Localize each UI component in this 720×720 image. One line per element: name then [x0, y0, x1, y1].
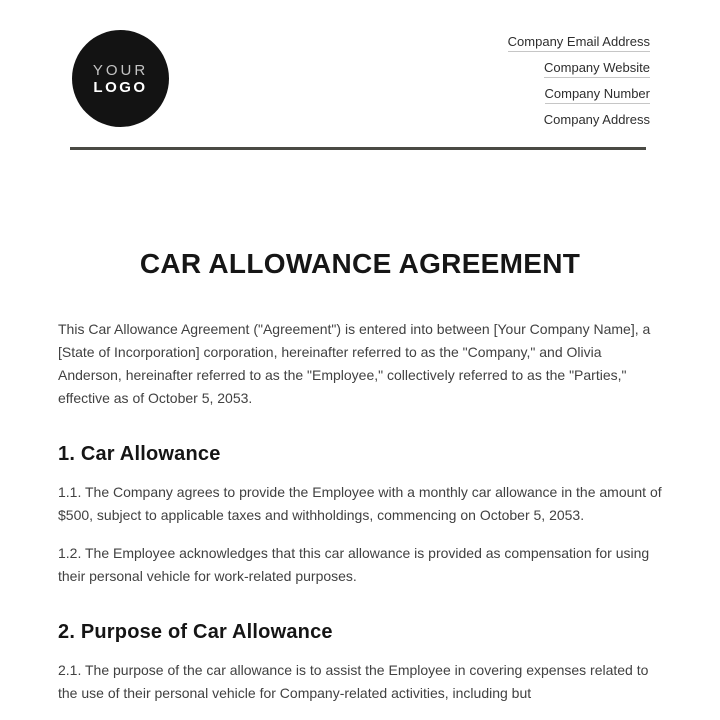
header-divider	[70, 147, 646, 150]
sections-container	[58, 441, 662, 705]
contact-row	[508, 59, 650, 78]
document-title: CAR ALLOWANCE AGREEMENT	[139, 248, 581, 279]
contact-line-label: Company Address	[543, 112, 650, 127]
contact-row	[508, 33, 650, 52]
contact-line-label: Company Website	[544, 60, 650, 78]
logo-text-logo: LOGO	[93, 78, 148, 96]
body-paragraph: 1.1. The Company agrees to provide the Employee with a monthly car allowance in the amount of $500, subject to applicable taxes and withholdings, commencing on October 5, 2053.	[58, 484, 662, 523]
section-heading: 2. Purpose of Car Allowance	[58, 621, 333, 643]
section-heading: 1. Car Allowance	[58, 443, 221, 465]
contact-row	[508, 85, 650, 104]
contact-line-label: Company Email Address	[508, 34, 650, 52]
contact-row	[508, 111, 650, 129]
company-logo	[72, 30, 169, 127]
body-paragraph: 2.1. The purpose of the car allowance is to assist the Employee in covering expenses related to the use of their personal vehicle for Company-related activities, including but	[58, 662, 649, 701]
logo-text-your: YOUR	[92, 61, 149, 79]
intro-paragraph: This Car Allowance Agreement ("Agreement") is entered into between [Your Company Name], a [State of Incorporation] corporation, hereinafter referred to as the "Company," and Olivia Anderson, hereinafter referred to as the "Employee," collectively referred to as the "Parties," effective as of October 5, 2053.	[58, 321, 651, 406]
body-paragraph: 1.2. The Employee acknowledges that this car allowance is provided as compensation for using their personal vehicle for work-related purposes.	[58, 545, 650, 584]
company-contact-info	[508, 33, 650, 136]
contact-line-label: Company Number	[545, 86, 651, 104]
document-body	[58, 318, 662, 720]
